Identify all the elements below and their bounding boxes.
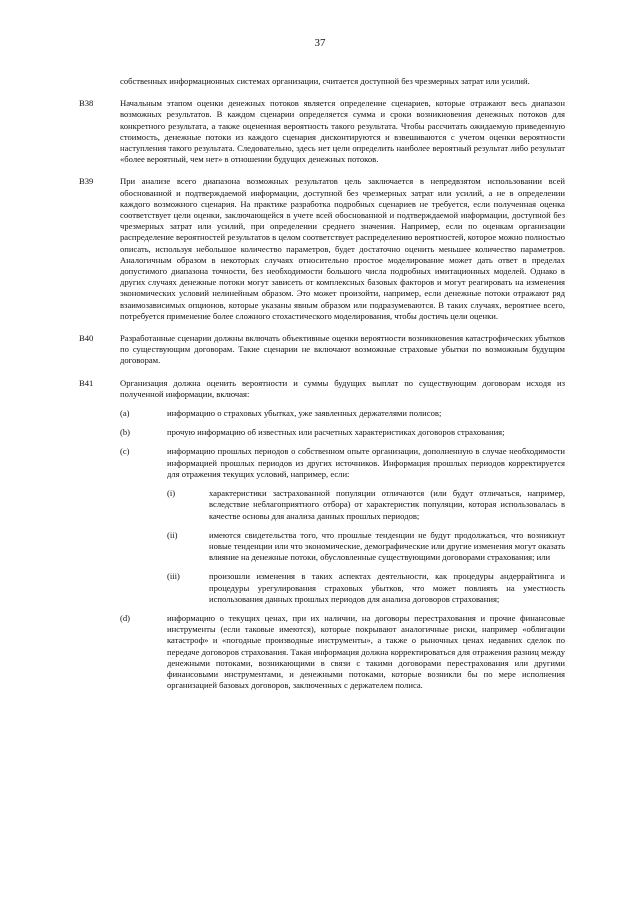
paragraph-id: B40 [79,333,94,344]
sub-item-label: (i) [167,488,176,499]
paragraph-text: Разработанные сценарии должны включать объективные оценки вероятности возникновения катастрофических убытков по существующим договорам. Такие сценарии не включают возможные страховые убытки по возможным будущим договорам. [120,333,565,366]
list-item-a [120,408,565,419]
list-item-text: информацию о страховых убытках, уже заявленных держателями полисов; [167,408,442,419]
paragraph-text: Начальным этапом оценки денежных потоков является определение сценариев, которые отражают весь диапазон возможных результатов. В каждом сценарии определяется сумма и сроки возникновения денежных потоков для конкретного результата, а также оцененная вероятность такого результата. Чтобы рассчитать ожидаемую приведенную стоимость, денежные потоки из каждого сценария дисконтируются и взвешиваются с учетом оценки вероятности наступления такого результата. Следовательно, здесь нет цели определить наиболее вероятный результат либо результат «более вероятный, чем нет» в отношении будущих денежных потоков. [120,98,565,165]
sub-item-text: характеристики застрахованной популяции отличаются (или будут отличаться, например, вследствие неблагоприятного отбора) от характеристик популяции, которая использовалась в качестве основы для анализа данных прошлых периодов; [209,488,565,521]
paragraph-id: B39 [79,176,94,187]
sub-item-text: имеются свидетельства того, что прошлые тенденции не будут продолжаться, что возникнут новые тенденции или что экономические, демографические или другие изменения могут оказать влияние на денежные потоки, обусловленные существующими договорами страхования; или [209,529,565,563]
paragraph-id: B41 [79,377,94,388]
paragraph-b38 [79,98,565,165]
list-item-d [120,613,565,691]
document-body [79,76,565,691]
sub-item-label: (ii) [167,529,178,540]
list-item-text: информацию о текущих ценах, при их наличии, на договоры перестрахования и прочие финансовые инструменты (если таковые имеются), которые покрывают аналогичные риски, например «облигации катастроф» и «погодные производные инструменты», а также о рыночных ценах недавних сделок по передаче договоров страхования. Такая информация должна корректироваться для отражения разниц между денежными потоками, возникающими в связи с такими договорами перестрахования или другими финансовыми инструментами, и денежными потоками, которые возникли бы по мере исполнения организацией базовых договоров, заключенных с держателем полиса. [167,612,565,691]
list-item-label: (a) [120,408,130,419]
paragraph-text: Организация должна оценить вероятности и суммы будущих выплат по существующим договорам исходя из полученной информации, включая: [120,377,565,399]
page-number: 37 [314,37,326,49]
paragraph-id: B38 [79,98,94,109]
sub-item-i [167,488,565,522]
paragraph-b40 [79,333,565,367]
list-item-c [120,446,565,480]
sub-item-iii [167,571,565,605]
list-item-text: информацию прошлых периодов о собственном опыте организации, дополненную в случае необходимости информацией прошлых периодов из других источников. Информация прошлых периодов корректируется для отражения текущих условий, например, если: [167,446,565,479]
list-item-label: (c) [120,446,130,457]
sub-item-label: (iii) [167,571,180,582]
sub-item-text: произошли изменения в таких аспектах деятельности, как процедуры андеррайтинга и процедуры урегулирования страховых убытков, что может повлиять на уместность использования данных прошлых периодов для анализа договоров страхования; [209,571,565,604]
list-item-text: прочую информацию об известных или расчетных характеристиках договоров страхования; [167,427,505,438]
list-item-label: (d) [120,612,131,623]
paragraph-b41 [79,378,565,400]
paragraph-b39 [79,176,565,322]
sub-item-ii [167,530,565,564]
list-item-b [120,427,565,438]
continuation-text: собственных информационных системах организации, считается доступной без чрезмерных затрат или усилий. [120,76,530,86]
paragraph-text: При анализе всего диапазона возможных результатов цель заключается в непредвзятом использовании всей обоснованной и подтверждаемой информации, доступной без чрезмерных затрат или усилий, а не в определении каждого возможного сценария. На практике разработка подробных сценариев не требуется, если полученная оценка соответствует цели оценки, заключающейся в учете всей обоснованной и подтверждаемой информации, доступной без чрезмерных затрат или усилий, при определении среднего значения. Например, если по оценкам организации распределение вероятностей результатов в целом соответствует распределению вероятностей, которое можно полностью описать, используя небольшое количество параметров, будет достаточно оценить меньшее количество параметров. Аналогичным образом в некоторых случаях относительно простое моделирование может дать ответ в пределах допустимого диапазона точности, без необходимости большого числа подробных имитационных моделей. Однако в других случаях денежные потоки могут зависеть от комплексных базовых факторов и могут реагировать на изменения экономических условий нелинейным образом. Это может произойти, например, если денежные потоки отражают ряд взаимозависимых опционов, которые указаны явным образом или подразумеваются. В таких случаях, вероятнее всего, потребуется применение более сложного стохастического моделирования, чтобы достичь цели оценки. [120,176,565,321]
list-item-label: (b) [120,427,131,438]
